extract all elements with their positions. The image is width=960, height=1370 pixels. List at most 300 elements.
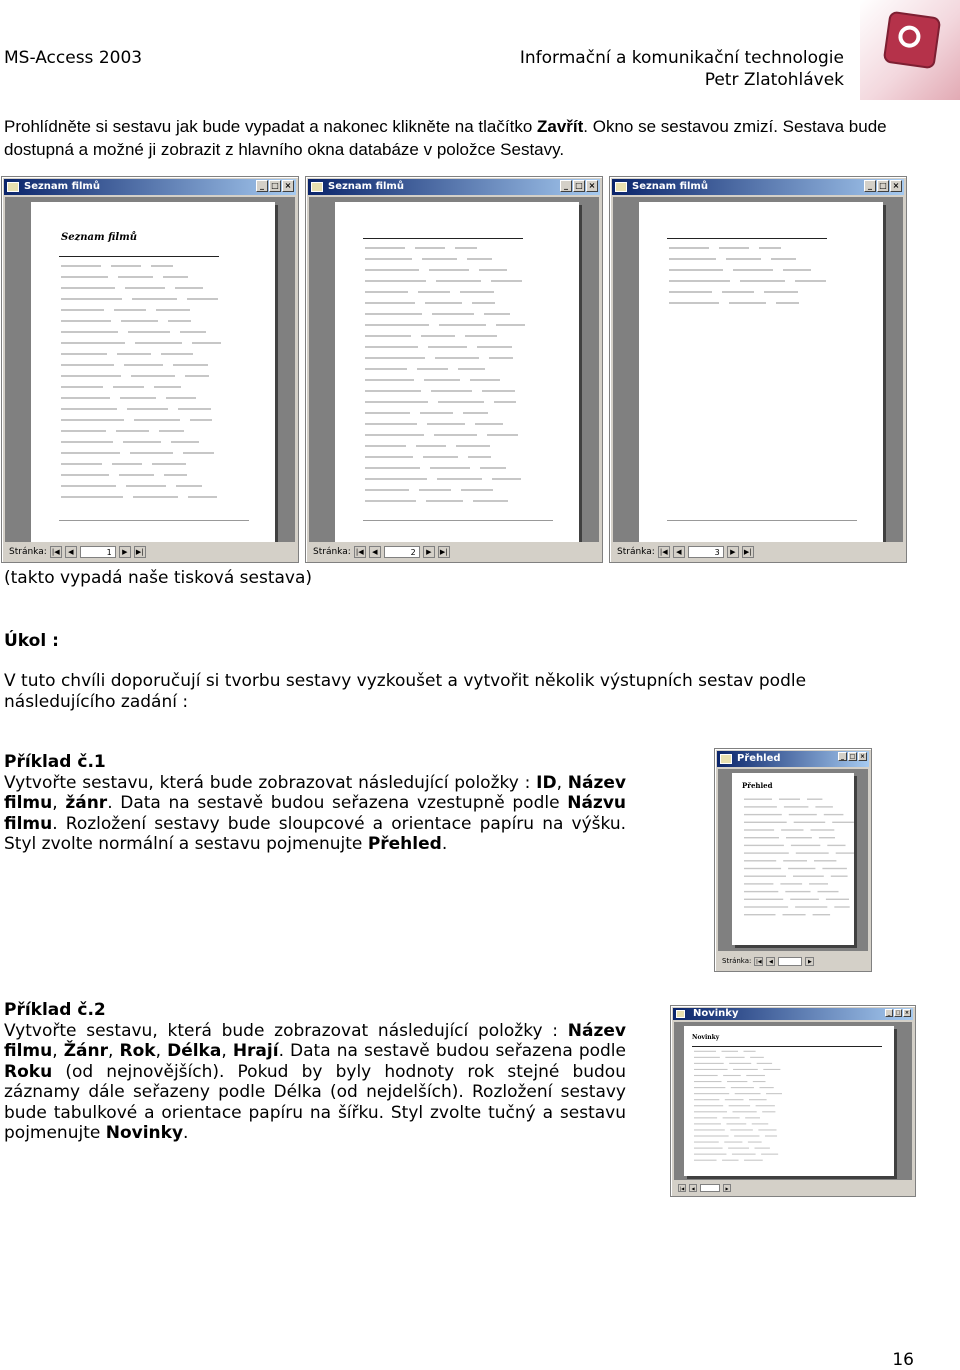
report-cell-placeholder — [814, 860, 836, 861]
report-row-placeholder — [61, 260, 231, 271]
report-cell-placeholder — [744, 821, 787, 822]
report-cell-placeholder — [61, 496, 123, 498]
page-number: 16 — [892, 1350, 914, 1370]
report-window-1 — [1, 176, 299, 563]
report-cell-placeholder — [744, 898, 783, 899]
report-cell-placeholder — [765, 1135, 777, 1136]
report-cell-placeholder — [722, 291, 754, 293]
page-label: Stránka: — [617, 547, 655, 557]
report-cell-placeholder — [753, 1081, 766, 1082]
report-row-placeholder — [61, 348, 231, 359]
last-page-icon[interactable]: ▶| — [134, 546, 146, 558]
report-cell-placeholder — [415, 247, 445, 249]
report-cell-placeholder — [744, 829, 774, 830]
report-cell-placeholder — [744, 891, 778, 892]
report-cell-placeholder — [783, 269, 811, 271]
report-cell-placeholder — [783, 860, 807, 861]
report-cell-placeholder — [727, 1081, 747, 1082]
report-row-placeholder — [669, 264, 836, 275]
report-cell-placeholder — [492, 478, 521, 480]
last-page-icon[interactable]: ▶| — [742, 546, 754, 558]
report-cell-placeholder — [61, 419, 124, 421]
report-cell-placeholder — [365, 258, 412, 260]
report-cell-placeholder — [836, 852, 854, 853]
first-page-icon[interactable]: |◀ — [50, 546, 62, 558]
report-cell-placeholder — [744, 814, 782, 815]
report-cell-placeholder — [744, 798, 772, 799]
report-cell-placeholder — [176, 485, 202, 487]
page-input[interactable]: 2 — [384, 546, 420, 558]
report-row-placeholder — [744, 903, 854, 911]
report-cell-placeholder — [822, 867, 847, 868]
minimize-icon[interactable]: _ — [560, 180, 572, 192]
report-cell-placeholder — [694, 1075, 718, 1076]
report-cell-placeholder — [61, 408, 117, 410]
report-row-placeholder — [744, 810, 854, 818]
report-cell-placeholder — [151, 265, 173, 267]
report-row-placeholder — [61, 337, 231, 348]
report-icon — [720, 754, 732, 764]
report-cell-placeholder — [729, 1105, 750, 1106]
report-cell-placeholder — [126, 485, 166, 487]
report-row-placeholder — [365, 495, 535, 506]
report-cell-placeholder — [436, 280, 481, 282]
report-row-placeholder — [744, 818, 854, 826]
minimize-icon[interactable]: _ — [256, 180, 268, 192]
report-cell-placeholder — [479, 269, 507, 271]
report-row-placeholder — [744, 803, 854, 811]
page-input[interactable] — [778, 957, 802, 966]
report-cell-placeholder — [163, 276, 188, 278]
report-cell-placeholder — [130, 452, 173, 454]
report-row-placeholder — [744, 826, 854, 834]
window-title-bar — [612, 179, 904, 195]
report-cell-placeholder — [757, 1063, 772, 1064]
example-2 — [4, 1000, 626, 1144]
close-icon[interactable]: × — [282, 180, 294, 192]
report-cell-placeholder — [365, 445, 406, 447]
report-cell-placeholder — [472, 302, 495, 304]
window-title-bar — [717, 751, 869, 767]
report-cell-placeholder — [431, 390, 472, 392]
report-cell-placeholder — [365, 247, 405, 249]
report-row-placeholder — [365, 341, 535, 352]
first-page-icon[interactable]: |◀ — [756, 958, 762, 965]
report-cell-placeholder — [421, 335, 455, 337]
close-icon[interactable]: × — [904, 1010, 910, 1016]
report-row-placeholder — [61, 359, 231, 370]
report-cell-placeholder — [365, 302, 415, 304]
report-cell-placeholder — [791, 844, 820, 845]
header-author: Petr Zlatohlávek — [704, 70, 844, 90]
report-row-placeholder — [669, 242, 836, 253]
report-cell-placeholder — [759, 247, 781, 249]
report-row-placeholder — [61, 469, 231, 480]
page-label: Stránka: — [313, 547, 351, 557]
report-row-placeholder — [744, 841, 854, 849]
report-cell-placeholder — [781, 829, 803, 830]
report-preview — [718, 769, 868, 951]
report-cell-placeholder — [154, 386, 181, 388]
report-cell-placeholder — [61, 287, 115, 289]
page-navigator — [613, 544, 903, 560]
next-page-icon[interactable]: ▶ — [727, 546, 739, 558]
report-cell-placeholder — [723, 1117, 740, 1118]
page-label: Stránka: — [722, 957, 752, 965]
report-row-placeholder — [61, 414, 231, 425]
report-cell-placeholder — [744, 852, 789, 853]
report-cell-placeholder — [192, 342, 221, 344]
report-cell-placeholder — [744, 914, 776, 915]
report-cell-placeholder — [365, 412, 410, 414]
report-cell-placeholder — [776, 302, 799, 304]
report-cell-placeholder — [365, 335, 411, 337]
report-cell-placeholder — [475, 423, 503, 425]
close-icon[interactable]: × — [859, 753, 866, 760]
prev-page-icon[interactable]: ◀ — [369, 546, 381, 558]
minimize-icon[interactable]: _ — [885, 1009, 893, 1017]
report-cell-placeholder — [694, 1087, 725, 1088]
report-cell-placeholder — [756, 1105, 775, 1106]
report-cell-placeholder — [746, 1075, 765, 1076]
report-row-placeholder — [61, 436, 231, 447]
report-cell-placeholder — [61, 276, 108, 278]
maximize-icon[interactable]: □ — [849, 753, 856, 760]
report-cell-placeholder — [755, 1147, 770, 1148]
report-cell-placeholder — [365, 291, 408, 293]
report-cell-placeholder — [61, 430, 106, 432]
report-cell-placeholder — [365, 379, 414, 381]
report-page — [639, 202, 883, 542]
report-row-placeholder — [669, 275, 836, 286]
report-cell-placeholder — [175, 287, 203, 289]
intro-text-2: . Okno se sestavou zmizí. Sestava bude dostupná a možné ji zobrazit z hlavního okna databáze v položce Sestavy. — [4, 117, 887, 159]
report-cell-placeholder — [430, 467, 470, 469]
window-title-bar — [308, 179, 600, 195]
header-course: Informační a komunikační technologie — [519, 48, 844, 68]
report-cell-placeholder — [795, 906, 827, 907]
report-title: Novinky — [692, 1034, 720, 1041]
report-cell-placeholder — [494, 401, 516, 403]
access-logo — [860, 0, 960, 100]
report-icon — [615, 182, 627, 192]
first-page-icon[interactable]: |◀ — [354, 546, 366, 558]
report-cell-placeholder — [121, 320, 158, 322]
report-preview — [674, 1022, 912, 1180]
report-cell-placeholder — [178, 408, 211, 410]
page-input[interactable]: 3 — [688, 546, 724, 558]
report-cell-placeholder — [831, 875, 848, 876]
minimize-icon[interactable]: _ — [838, 752, 847, 761]
maximize-icon[interactable]: □ — [895, 1010, 901, 1016]
report-rows — [61, 260, 231, 502]
header-line — [667, 238, 827, 239]
report-cell-placeholder — [487, 434, 518, 436]
report-cell-placeholder — [365, 489, 409, 491]
report-row-placeholder — [365, 385, 535, 396]
report-preview — [5, 197, 295, 542]
report-cell-placeholder — [164, 474, 187, 476]
report-cell-placeholder — [694, 1081, 722, 1082]
next-page-icon[interactable]: ▶ — [423, 546, 435, 558]
report-row-placeholder — [61, 282, 231, 293]
report-row-placeholder — [365, 473, 535, 484]
report-cell-placeholder — [489, 357, 513, 359]
report-cell-placeholder — [432, 313, 474, 315]
header-line — [59, 256, 219, 257]
report-row-placeholder — [669, 286, 836, 297]
report-cell-placeholder — [455, 247, 477, 249]
report-cell-placeholder — [694, 1141, 719, 1142]
report-cell-placeholder — [819, 837, 835, 838]
report-cell-placeholder — [811, 829, 835, 830]
report-cell-placeholder — [61, 309, 104, 311]
window-title: Novinky — [693, 1008, 739, 1019]
page-navigator — [5, 544, 295, 560]
report-cell-placeholder — [111, 265, 141, 267]
report-cell-placeholder — [807, 798, 822, 799]
report-cell-placeholder — [419, 489, 451, 491]
report-cell-placeholder — [156, 309, 190, 311]
report-title: Seznam filmů — [61, 232, 137, 243]
intro-text-1: Prohlídněte si sestavu jak bude vypadat a nakonec klikněte na tlačítko — [4, 117, 537, 136]
report-cell-placeholder — [744, 1050, 756, 1051]
report-row-placeholder — [744, 834, 854, 842]
report-cell-placeholder — [761, 1153, 778, 1154]
report-cell-placeholder — [748, 1141, 762, 1142]
page-input[interactable]: 1 — [80, 546, 116, 558]
report-cell-placeholder — [818, 891, 839, 892]
report-cell-placeholder — [365, 313, 422, 315]
report-cell-placeholder — [824, 814, 844, 815]
report-cell-placeholder — [694, 1117, 717, 1118]
report-cell-placeholder — [125, 287, 165, 289]
report-cell-placeholder — [61, 364, 114, 366]
report-cell-placeholder — [187, 298, 218, 300]
report-row-placeholder — [61, 381, 231, 392]
report-cell-placeholder — [180, 331, 206, 333]
report-cell-placeholder — [496, 324, 525, 326]
report-cell-placeholder — [744, 875, 786, 876]
report-cell-placeholder — [491, 280, 522, 282]
page-input[interactable] — [700, 1184, 720, 1192]
report-row-placeholder — [744, 911, 854, 919]
report-cell-placeholder — [759, 1087, 773, 1088]
report-window-3 — [609, 176, 907, 563]
last-page-icon[interactable]: ▶| — [438, 546, 450, 558]
report-page — [732, 773, 854, 945]
report-row-placeholder — [744, 849, 854, 857]
footer-line — [59, 520, 249, 521]
report-row-placeholder — [61, 326, 231, 337]
report-cell-placeholder — [61, 375, 121, 377]
report-cell-placeholder — [719, 247, 749, 249]
first-page-icon[interactable]: |◀ — [658, 546, 670, 558]
report-row-placeholder — [365, 440, 535, 451]
window-title-bar — [4, 179, 296, 195]
report-cell-placeholder — [669, 280, 730, 282]
report-cell-placeholder — [731, 1087, 754, 1088]
close-icon[interactable]: × — [586, 180, 598, 192]
prev-page-icon[interactable]: ◀ — [766, 957, 775, 966]
maximize-icon[interactable]: □ — [573, 180, 585, 192]
report-cell-placeholder — [694, 1057, 720, 1058]
report-cell-placeholder — [730, 1129, 753, 1130]
report-page — [335, 202, 579, 542]
report-row-placeholder — [365, 451, 535, 462]
close-icon[interactable]: × — [890, 180, 902, 192]
window-title: Seznam filmů — [24, 181, 100, 192]
report-cell-placeholder — [744, 860, 776, 861]
page-navigator — [309, 544, 599, 560]
report-cell-placeholder — [733, 1111, 757, 1112]
report-cell-placeholder — [763, 1069, 780, 1070]
report-cell-placeholder — [788, 867, 815, 868]
report-cell-placeholder — [425, 302, 462, 304]
report-cell-placeholder — [166, 397, 196, 399]
report-row-placeholder — [365, 429, 535, 440]
prev-page-icon[interactable]: ◀ — [65, 546, 77, 558]
report-cell-placeholder — [786, 837, 812, 838]
report-row-placeholder — [61, 304, 231, 315]
header-line — [363, 238, 523, 239]
report-row-placeholder — [61, 293, 231, 304]
report-cell-placeholder — [813, 914, 831, 915]
task-text: V tuto chvíli doporučují si tvorbu sestavy vyzkoušet a vytvořit několik výstupních sestav podle následujícího zadání : — [4, 671, 807, 712]
report-cell-placeholder — [762, 1111, 775, 1112]
report-cell-placeholder — [61, 320, 111, 322]
report-cell-placeholder — [771, 258, 796, 260]
report-row-placeholder — [365, 363, 535, 374]
report-row-placeholder — [365, 286, 535, 297]
report-row-placeholder — [365, 407, 535, 418]
report-cell-placeholder — [61, 441, 113, 443]
report-cell-placeholder — [416, 445, 446, 447]
report-cell-placeholder — [669, 269, 723, 271]
report-cell-placeholder — [694, 1093, 729, 1094]
report-cell-placeholder — [482, 390, 515, 392]
report-preview — [613, 197, 903, 542]
report-row-placeholder — [744, 857, 854, 865]
report-cell-placeholder — [694, 1050, 716, 1051]
report-cell-placeholder — [832, 821, 854, 822]
report-cell-placeholder — [723, 1075, 741, 1076]
report-cell-placeholder — [61, 353, 107, 355]
report-row-placeholder — [365, 352, 535, 363]
prev-page-icon[interactable]: ◀ — [689, 1184, 697, 1192]
report-cell-placeholder — [473, 500, 508, 502]
report-cell-placeholder — [729, 302, 766, 304]
report-cell-placeholder — [365, 324, 429, 326]
next-page-icon[interactable]: ▶ — [805, 957, 814, 966]
report-cell-placeholder — [744, 806, 777, 807]
report-cell-placeholder — [467, 258, 492, 260]
report-cell-placeholder — [365, 500, 416, 502]
report-cell-placeholder — [113, 386, 144, 388]
report-cell-placeholder — [365, 269, 419, 271]
maximize-icon[interactable]: □ — [269, 180, 281, 192]
report-cell-placeholder — [794, 821, 826, 822]
report-row-placeholder — [365, 484, 535, 495]
intro-bold-zavrit: Zavřít — [537, 117, 584, 136]
next-page-icon[interactable]: ▶ — [119, 546, 131, 558]
report-cell-placeholder — [468, 456, 491, 458]
report-cell-placeholder — [793, 875, 824, 876]
report-cell-placeholder — [694, 1069, 728, 1070]
report-cell-placeholder — [779, 798, 800, 799]
prehled-window — [714, 748, 872, 972]
page-navigator — [718, 953, 868, 969]
report-row-placeholder — [365, 275, 535, 286]
report-cell-placeholder — [188, 496, 217, 498]
report-cell-placeholder — [694, 1135, 729, 1136]
report-cell-placeholder — [365, 434, 424, 436]
next-page-icon[interactable]: ▶ — [723, 1184, 731, 1192]
footer-line — [667, 520, 857, 521]
report-cell-placeholder — [418, 291, 450, 293]
maximize-icon[interactable]: □ — [877, 180, 889, 192]
report-cell-placeholder — [119, 474, 154, 476]
report-cell-placeholder — [365, 467, 420, 469]
first-page-icon[interactable]: |◀ — [679, 1186, 685, 1191]
report-cell-placeholder — [161, 353, 193, 355]
report-cell-placeholder — [795, 280, 826, 282]
report-row-placeholder — [365, 297, 535, 308]
report-icon — [7, 182, 19, 192]
report-cell-placeholder — [744, 1159, 763, 1160]
report-cell-placeholder — [789, 814, 817, 815]
window-title-bar — [673, 1008, 913, 1020]
report-row-placeholder — [744, 895, 854, 903]
report-cell-placeholder — [365, 423, 417, 425]
report-cell-placeholder — [694, 1099, 719, 1100]
prev-page-icon[interactable]: ◀ — [673, 546, 685, 558]
minimize-icon[interactable]: _ — [864, 180, 876, 192]
report-cell-placeholder — [669, 247, 709, 249]
report-cell-placeholder — [733, 269, 773, 271]
report-cell-placeholder — [123, 441, 161, 443]
report-cell-placeholder — [152, 463, 186, 465]
report-cell-placeholder — [429, 269, 469, 271]
report-cell-placeholder — [365, 456, 413, 458]
report-row-placeholder — [744, 795, 854, 803]
report-rows — [744, 795, 854, 918]
report-cell-placeholder — [744, 844, 784, 845]
report-cell-placeholder — [465, 335, 497, 337]
report-cell-placeholder — [744, 837, 779, 838]
report-cell-placeholder — [365, 346, 418, 348]
example-1-text: Vytvořte sestavu, která bude zobrazovat následující položky : ID, Název filmu, žánr. Data na sestavě budou seřazena vzestupně podle Názvu filmu. Rozložení sestavy bude sloupcové a orientace papíru na výšku. Styl zvolte normální a sestavu pojmenujte Přehled. — [4, 772, 627, 854]
report-row-placeholder — [61, 447, 231, 458]
report-cell-placeholder — [694, 1153, 726, 1154]
report-cell-placeholder — [427, 423, 465, 425]
report-row-placeholder — [744, 887, 854, 895]
report-cell-placeholder — [423, 456, 458, 458]
report-rows — [669, 242, 836, 308]
report-cell-placeholder — [134, 419, 180, 421]
report-cell-placeholder — [365, 368, 407, 370]
report-row-placeholder — [365, 253, 535, 264]
report-cell-placeholder — [132, 298, 177, 300]
report-icon — [311, 182, 323, 192]
report-cell-placeholder — [669, 302, 719, 304]
report-cell-placeholder — [424, 379, 460, 381]
report-cell-placeholder — [669, 258, 716, 260]
report-cell-placeholder — [694, 1105, 723, 1106]
report-cell-placeholder — [744, 867, 781, 868]
report-rows — [694, 1048, 788, 1163]
report-cell-placeholder — [114, 309, 146, 311]
